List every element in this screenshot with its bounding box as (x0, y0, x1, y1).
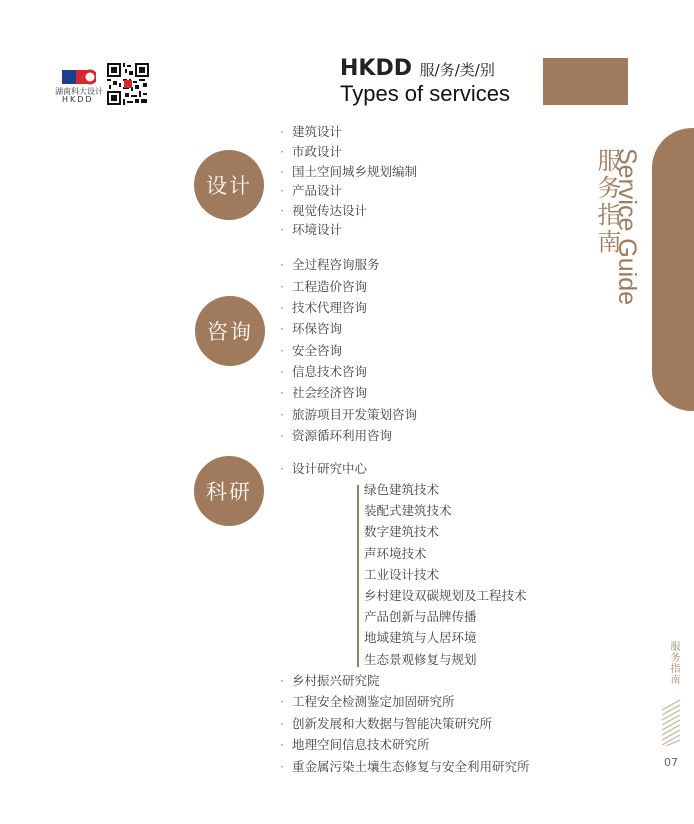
sub-list-item: 装配式建筑技术 (364, 503, 452, 518)
list-item: · 工程造价咨询 (280, 279, 368, 294)
list-item: · 产品设计 (280, 183, 343, 198)
brand-heading (340, 56, 495, 81)
list-item: · 建筑设计 (280, 124, 343, 139)
sub-list-item: 地域建筑与人居环境 (364, 630, 477, 645)
sub-list-item: 数字建筑技术 (364, 524, 440, 539)
category-consulting-badge: 咨询 (195, 296, 265, 366)
list-item: · 市政设计 (280, 144, 343, 159)
list-item: · 技术代理咨询 (280, 300, 368, 315)
footer-section-label: 服务指南 (668, 641, 679, 685)
list-item: · 视觉传达设计 (280, 203, 368, 218)
list-item: · 环保咨询 (280, 321, 343, 336)
brand-subtitle: 服/务/类/别 (419, 61, 495, 79)
brand-label: HKDD (340, 56, 412, 81)
category-research-badge: 科研 (194, 456, 264, 526)
list-item: · 国土空间城乡规划编制 (280, 164, 418, 179)
list-item: · 环境设计 (280, 222, 343, 237)
list-item: · 全过程咨询服务 (280, 257, 380, 272)
list-item: · 重金属污染土壤生态修复与安全利用研究所 (280, 759, 530, 774)
list-item: · 乡村振兴研究院 (280, 673, 380, 688)
page-title: Types of services (340, 81, 510, 106)
list-item: · 信息技术咨询 (280, 364, 368, 379)
category-design-badge: 设计 (194, 150, 264, 220)
sub-list-item: 绿色建筑技术 (364, 482, 440, 497)
side-title-en: Service Guide (613, 148, 641, 306)
sub-list-item: 乡村建设双碳规划及工程技术 (364, 588, 527, 603)
sub-list-item: 工业设计技术 (364, 567, 440, 582)
sub-list-item: 产品创新与品牌传播 (364, 609, 477, 624)
list-item: · 工程安全检测鉴定加固研究所 (280, 694, 455, 709)
stripes-decoration-icon (662, 698, 680, 746)
sub-list-item: 生态景观修复与规划 (364, 652, 477, 667)
side-title-cn: 服务指南 (593, 148, 621, 256)
research-center-item: · 设计研究中心 (280, 461, 368, 476)
list-item: · 创新发展和大数据与智能决策研究所 (280, 716, 493, 731)
side-tab (652, 128, 694, 411)
sub-list-item: 声环境技术 (364, 546, 427, 561)
page-number: 07 (664, 756, 678, 769)
sub-list-divider (357, 485, 359, 667)
list-item: · 旅游项目开发策划咨询 (280, 407, 418, 422)
list-item: · 地理空间信息技术研究所 (280, 737, 430, 752)
list-item: · 社会经济咨询 (280, 385, 368, 400)
header-accent-block (543, 58, 628, 105)
list-item: · 安全咨询 (280, 343, 343, 358)
logo-name-en: HKDD (62, 95, 94, 104)
logo-name-cn: 湖南科大设计 (55, 87, 103, 96)
company-logo-icon (62, 68, 96, 86)
list-item: · 资源循环利用咨询 (280, 428, 393, 443)
qr-code-icon (107, 63, 149, 105)
